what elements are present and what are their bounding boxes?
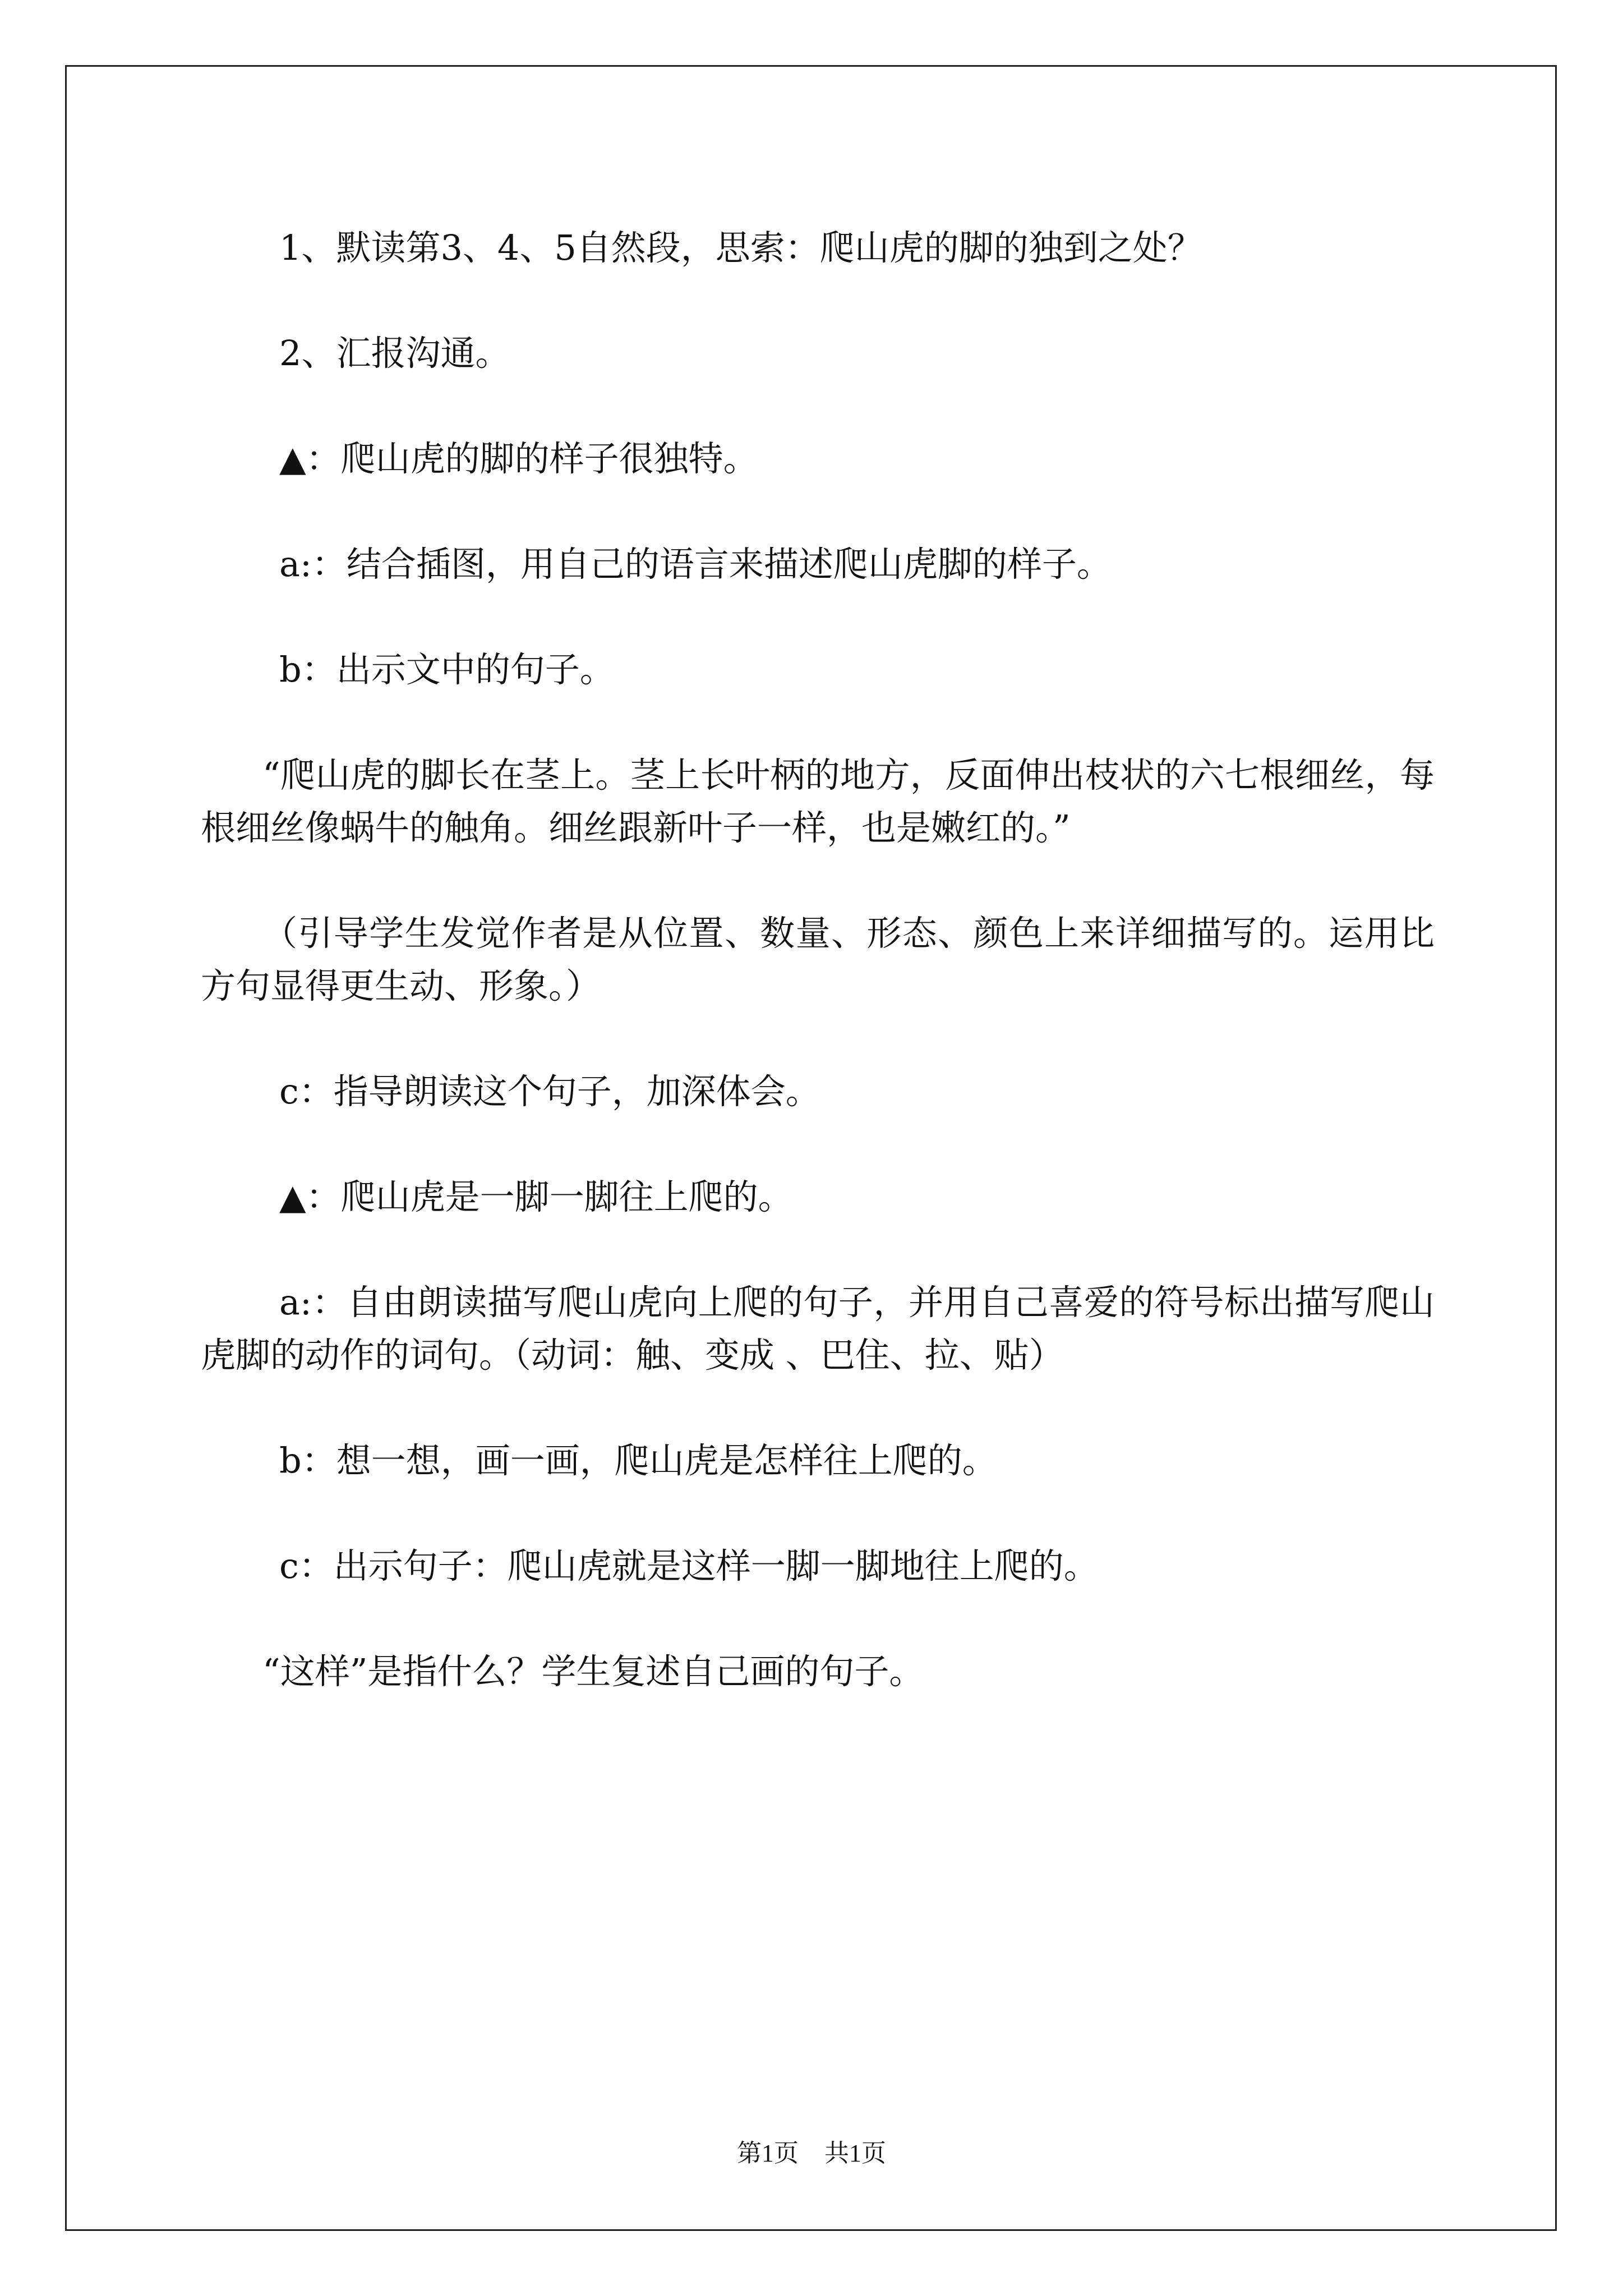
paragraph: c：出示句子：爬山虎就是这样一脚一脚地往上爬的。	[279, 1545, 1099, 1586]
paragraph: “这样”是指什么？学生复述自己画的句子。	[262, 1651, 924, 1692]
paragraph: b：想一想，画一画，爬山虎是怎样往上爬的。	[279, 1440, 997, 1481]
paragraph: b：出示文中的句子。	[279, 649, 615, 690]
page-number-total: 共1页	[824, 2139, 886, 2167]
paragraph: a:：结合插图，用自己的语言来描述爬山虎脚的样子。	[279, 544, 1112, 585]
page-number-current: 第1页	[737, 2139, 799, 2167]
quoted-passage: “爬山虎的脚长在茎上。茎上长叶柄的地方，反面伸出枝状的六七根细丝，每根细丝像蜗牛的触角。细丝跟新叶子一样，也是嫩红的。”	[201, 754, 1435, 848]
paragraph: （引导学生发觉作者是从位置、数量、形态、颜色上来详细描写的。运用比方句显得更生动、形象。）	[201, 913, 1435, 1006]
paragraph: ▲：爬山虎的脚的样子很独特。	[279, 438, 758, 479]
paragraph: c：指导朗读这个句子，加深体会。	[279, 1071, 820, 1112]
page-footer	[0, 2133, 1623, 2169]
paragraph: ▲：爬山虎是一脚一脚往上爬的。	[279, 1176, 793, 1217]
paragraph: 2、汇报沟通。	[279, 333, 510, 374]
paragraph: 1、默读第3、4、5自然段，思索：爬山虎的脚的独到之处？	[279, 227, 1202, 268]
document-body	[201, 222, 1435, 1751]
paragraph: a:：自由朗读描写爬山虎向上爬的句子，并用自己喜爱的符号标出描写爬山虎脚的动作的词句。（动词：触、变成 、巴住、拉、贴）	[201, 1282, 1435, 1375]
